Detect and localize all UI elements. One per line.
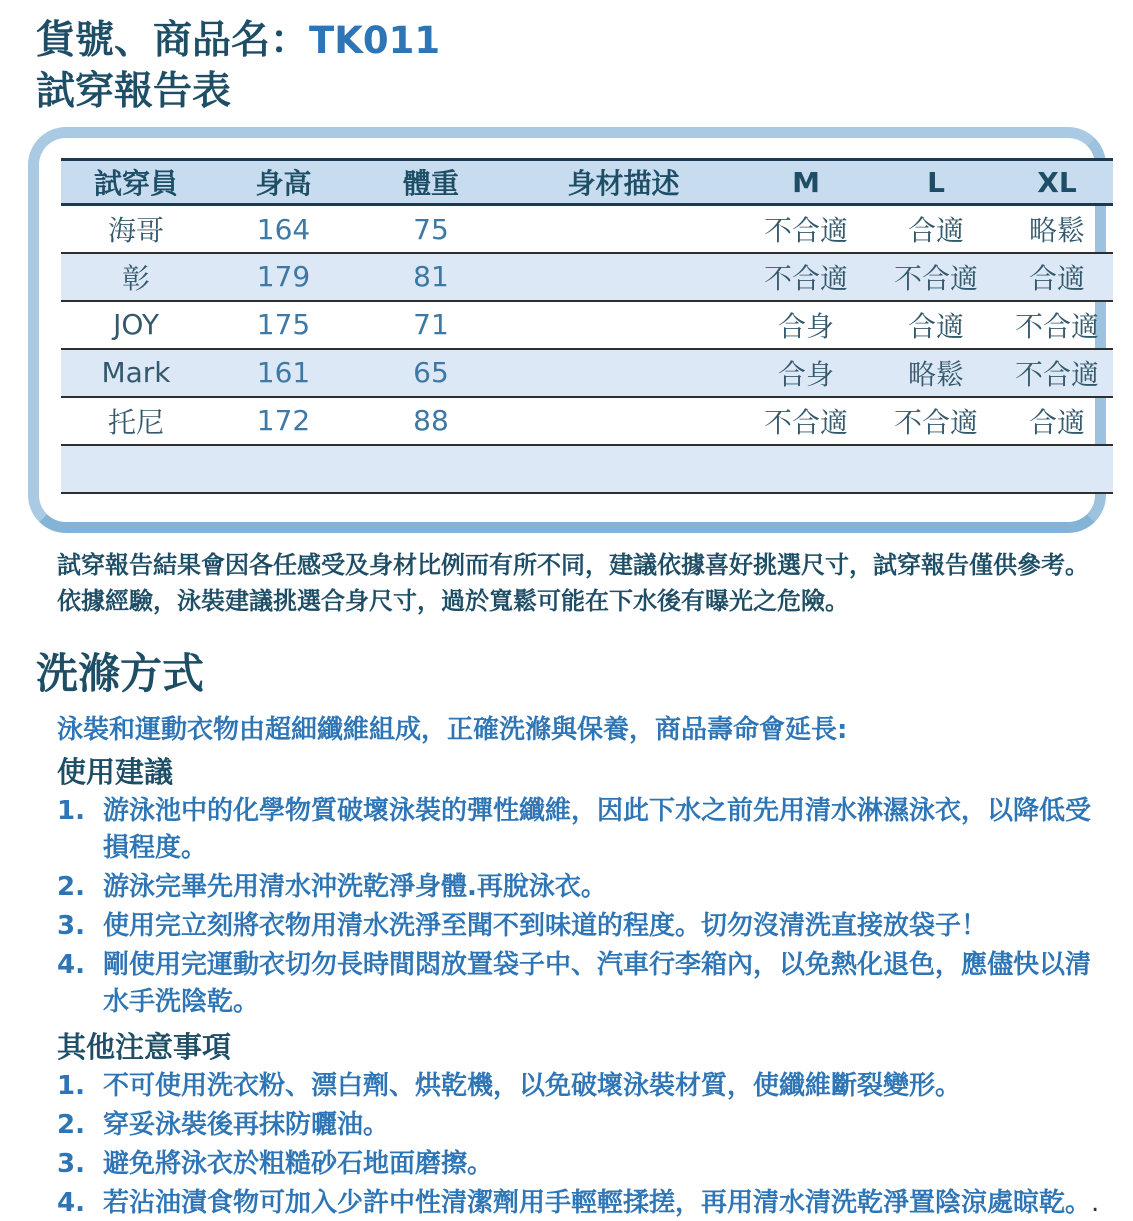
document-page	[0, 16, 1133, 1218]
fit-report-note	[57, 547, 1107, 619]
table-row	[61, 301, 1113, 349]
col-header-weight: 體重	[356, 160, 506, 205]
tester-name: 彰	[61, 253, 211, 301]
list-item	[57, 1107, 1113, 1144]
col-header-size-xl: XL	[1001, 160, 1113, 205]
item-number: 4.	[57, 950, 85, 980]
item-number: 1.	[57, 796, 85, 827]
tester-desc	[506, 349, 741, 397]
washing-section-heading: 洗滌方式	[36, 649, 205, 699]
tester-name: JOY	[61, 301, 211, 349]
fit-xl: 略鬆	[1001, 205, 1113, 253]
fit-m: 合身	[741, 301, 871, 349]
item-number: 2.	[57, 872, 85, 903]
list-item	[57, 793, 1113, 867]
tester-desc	[506, 253, 741, 301]
item-text: 不可使用洗衣粉、漂白劑、烘乾機，以免破壞泳裝材質，使纖維斷裂變形。	[103, 1070, 962, 1101]
fit-l: 略鬆	[871, 349, 1001, 397]
note-line-1: 試穿報告結果會因各任感受及身材比例而有所不同，建議依據喜好挑選尺寸，試穿報告僅供參考。	[57, 551, 1089, 580]
tester-name: 海哥	[61, 205, 211, 253]
tester-height: 172	[211, 397, 356, 445]
tester-weight: 65	[356, 349, 506, 397]
tester-weight: 88	[356, 397, 506, 445]
table-row	[61, 349, 1113, 397]
fit-xl: 合適	[1001, 253, 1113, 301]
tester-weight: 71	[356, 301, 506, 349]
tester-name: 托尼	[61, 397, 211, 445]
item-number: 4.	[57, 1187, 85, 1218]
table-row	[61, 253, 1113, 301]
fit-xl: 不合適	[1001, 301, 1113, 349]
table-row	[61, 397, 1113, 445]
item-text-main: 若沾油漬食物可加入少許中性清潔劑用手輕輕揉搓，再用清水清洗乾淨置陰涼處晾乾。	[103, 1187, 1092, 1218]
usage-advice-heading: 使用建議	[57, 755, 174, 790]
empty-cell	[61, 445, 1113, 493]
fit-l: 合適	[871, 205, 1001, 253]
col-header-body-desc: 身材描述	[506, 160, 741, 205]
fit-report-table	[61, 158, 1113, 494]
note-line-2: 依據經驗，泳裝建議挑選合身尺寸，過於寬鬆可能在下水後有曝光之危險。	[57, 587, 849, 616]
tester-desc	[506, 301, 741, 349]
fit-m: 不合適	[741, 253, 871, 301]
col-header-tester: 試穿員	[61, 160, 211, 205]
item-text: 穿妥泳裝後再抹防曬油。	[103, 1109, 390, 1140]
tester-weight: 81	[356, 253, 506, 301]
washing-intro: 泳裝和運動衣物由超細纖維組成，正確洗滌與保養，商品壽命會延長:	[57, 715, 848, 746]
list-item	[57, 947, 1113, 1021]
item-number: 1.	[57, 1070, 85, 1101]
usage-advice-list	[57, 793, 1113, 1020]
list-item	[57, 908, 1113, 945]
product-code: TK011	[309, 19, 441, 62]
tester-height: 175	[211, 301, 356, 349]
item-text: 使用完立刻將衣物用清水洗淨至聞不到味道的程度。切勿沒清洗直接放袋子！	[103, 911, 988, 942]
tester-name: Mark	[61, 349, 211, 397]
col-header-height: 身高	[211, 160, 356, 205]
fit-l: 不合適	[871, 253, 1001, 301]
col-header-size-l: L	[871, 160, 1001, 205]
tester-height: 179	[211, 253, 356, 301]
item-text: 游泳池中的化學物質破壞泳裝的彈性纖維，因此下水之前先用清水淋濕泳衣，以降低受損程度。	[103, 796, 1092, 864]
fit-l: 合適	[871, 301, 1001, 349]
tester-desc	[506, 397, 741, 445]
list-item	[57, 1146, 1113, 1183]
tester-desc	[506, 205, 741, 253]
table-empty-row	[61, 445, 1113, 493]
item-text: 剛使用完運動衣切勿長時間悶放置袋子中、汽車行李箱內，以免熱化退色，應儘快以清水手洗陰乾。	[103, 950, 1092, 1017]
item-number: 3.	[57, 1148, 85, 1179]
fit-m: 不合適	[741, 397, 871, 445]
item-number: 2.	[57, 1109, 85, 1140]
fit-xl: 合適	[1001, 397, 1113, 445]
list-item	[57, 1068, 1113, 1105]
trailing-dot: .	[1091, 1187, 1100, 1218]
table-row	[61, 205, 1113, 253]
item-number: 3.	[57, 911, 85, 942]
fit-report-panel	[28, 127, 1106, 533]
item-text: 游泳完畢先用清水沖洗乾淨身體.再脫泳衣。	[103, 872, 607, 903]
fit-m: 合身	[741, 349, 871, 397]
other-notes-list	[57, 1068, 1113, 1221]
item-text	[103, 1185, 1113, 1221]
fit-xl: 不合適	[1001, 349, 1113, 397]
col-header-size-m: M	[741, 160, 871, 205]
list-item	[57, 1185, 1113, 1221]
other-notes-heading: 其他注意事項	[57, 1029, 232, 1064]
product-title-prefix: 貨號、商品名：	[36, 18, 310, 63]
item-text: 避免將泳衣於粗糙砂石地面磨擦。	[103, 1148, 494, 1179]
fit-m: 不合適	[741, 205, 871, 253]
fit-l: 不合適	[871, 397, 1001, 445]
tester-weight: 75	[356, 205, 506, 253]
table-header-row	[61, 160, 1113, 205]
fit-report-title: 試穿報告表	[36, 68, 232, 114]
tester-height: 164	[211, 205, 356, 253]
page-title	[36, 16, 1133, 117]
list-item	[57, 869, 1113, 906]
product-title-line	[36, 16, 1133, 67]
tester-height: 161	[211, 349, 356, 397]
